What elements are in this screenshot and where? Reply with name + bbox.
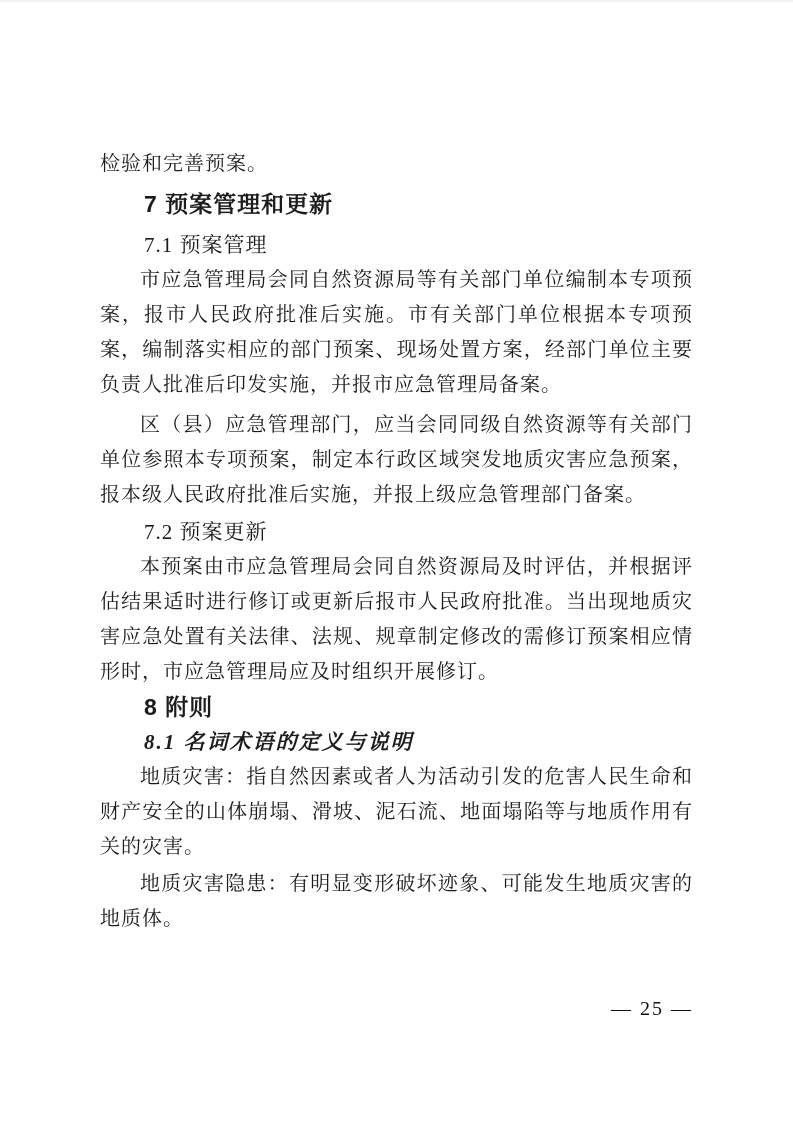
subsection-heading-7-2-plan-update: 7.2 预案更新 — [144, 520, 268, 544]
paragraph-district-county-plan-preparation: 区（县）应急管理部门，应当会同同级自然资源等有关部门单位参照本专项预案，制定本行政区域突发地质灾害应急预案，报本级人民政府批准后实施，并报上级应急管理部门备案。 — [100, 414, 693, 506]
subsection-heading-7-1-plan-management: 7.1 预案管理 — [144, 233, 268, 257]
paragraph-continuation: 检验和完善预案。 — [100, 153, 268, 175]
section-heading-8-supplementary-provisions: 8 附则 — [144, 694, 214, 720]
subsection-heading-8-1-terms-and-definitions: 8.1 名词术语的定义与说明 — [144, 730, 414, 754]
paragraph-definition-geological-hazard: 地质灾害隐患：有明显变形破坏迹象、可能发生地质灾害的地质体。 — [100, 873, 693, 930]
paragraph-city-bureau-plan-preparation: 市应急管理局会同自然资源局等有关部门单位编制本专项预案，报市人民政府批准后实施。市有关部门单位根据本专项预案，编制落实相应的部门预案、现场处置方案，经部门单位主要负责人批准后印发实施，并报市应急管理局备案。 — [100, 269, 693, 396]
paragraph-definition-geological-disaster: 地质灾害：指自然因素或者人为活动引发的危害人民生命和财产安全的山体崩塌、滑坡、泥石流、地面塌陷等与地质作用有关的灾害。 — [100, 766, 693, 858]
paragraph-plan-evaluation-and-revision: 本预案由市应急管理局会同自然资源局及时评估，并根据评估结果适时进行修订或更新后报市人民政府批准。当出现地质灾害应急处置有关法律、法规、规章制定修改的需修订预案相应情形时，市应急管理局应及时组织开展修订。 — [100, 556, 693, 683]
section-heading-7-plan-management-and-update: 7 预案管理和更新 — [144, 191, 334, 217]
page-number: — 25 — — [611, 998, 693, 1020]
